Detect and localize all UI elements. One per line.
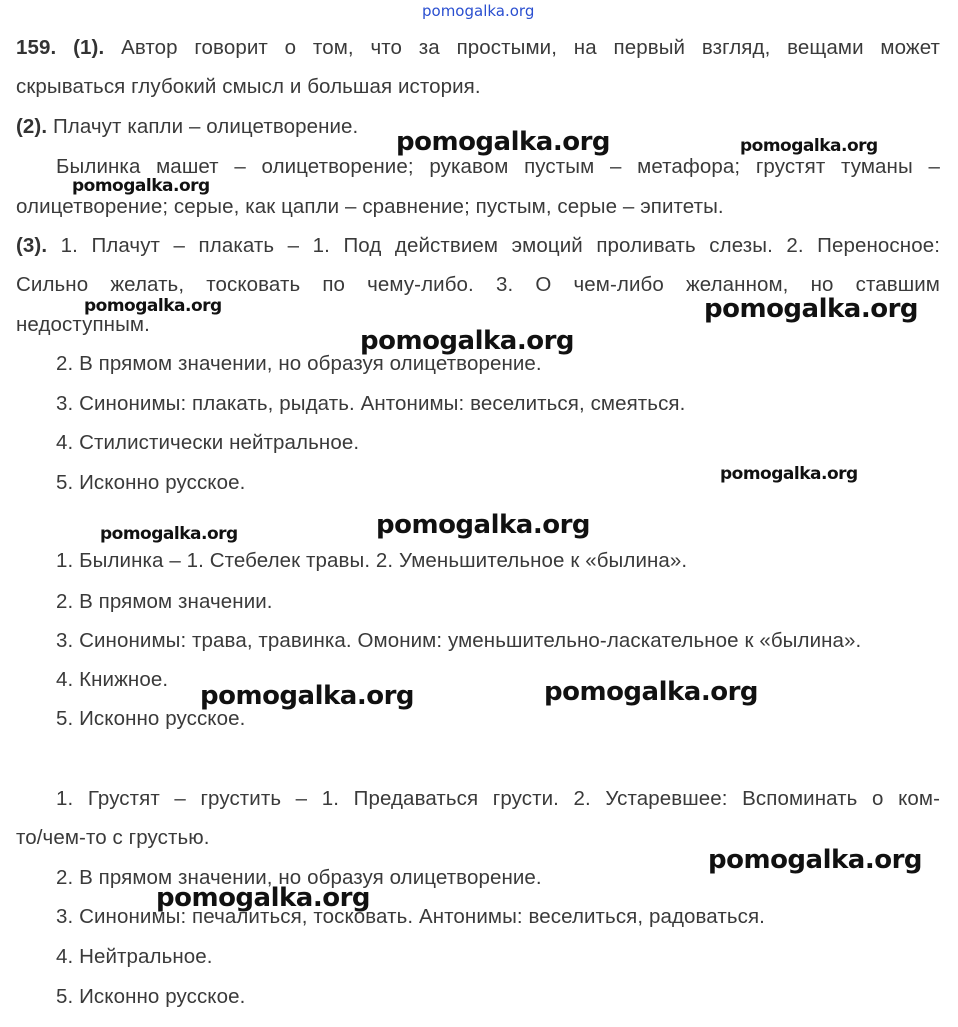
- list3-item: 4. Нейтральное.: [56, 945, 213, 968]
- para3-line2: Сильно желать, тосковать по чему-либо. 3. О чем-либо желанном, но ставшим: [16, 273, 940, 296]
- list2-item: 5. Исконно русское.: [56, 707, 246, 730]
- list2-item: 2. В прямом значении.: [56, 590, 273, 613]
- list3-item: 5. Исконно русское.: [56, 985, 246, 1008]
- para1-line2: скрываться глубокий смысл и большая история.: [16, 75, 481, 98]
- list2-item: 3. Синонимы: трава, травинка. Омоним: уменьшительно-ласкательное к «былина».: [56, 629, 862, 652]
- para1-line1: 159. (1). Автор говорит о том, что за простыми, на первый взгляд, вещами может: [16, 36, 941, 59]
- watermark: pomogalka.org: [200, 681, 415, 711]
- watermark: pomogalka.org: [100, 524, 238, 544]
- list2-item: 4. Книжное.: [56, 668, 169, 691]
- watermark: pomogalka.org: [708, 845, 923, 875]
- watermark: pomogalka.org: [72, 176, 210, 196]
- part-label-1: (1).: [73, 36, 105, 59]
- para3-line1: (3). 1. Плачут – плакать – 1. Под действием эмоций проливать слезы. 2. Переносное:: [16, 234, 941, 257]
- list2-item: 1. Былинка – 1. Стебелек травы. 2. Уменьшительное к «былина».: [56, 549, 688, 572]
- para3-line3: недоступным.: [16, 313, 150, 336]
- part-label-3: (3).: [16, 234, 48, 257]
- para2-line2: Былинка машет – олицетворение; рукавом пустым – метафора; грустят туманы –: [56, 155, 940, 178]
- watermark: pomogalka.org: [360, 326, 575, 356]
- list1-item: 2. В прямом значении, но образуя олицетворение.: [56, 352, 542, 375]
- para2-line1: (2). Плачут капли – олицетворение.: [16, 115, 359, 138]
- list3-line1: 1. Грустят – грустить – 1. Предаваться грусти. 2. Устаревшее: Вспоминать о ком-: [56, 787, 940, 810]
- watermark: pomogalka.org: [740, 136, 878, 156]
- list3-line2: то/чем-то с грустью.: [16, 826, 210, 849]
- watermark: pomogalka.org: [544, 677, 759, 707]
- watermark: pomogalka.org: [156, 883, 371, 913]
- watermark: pomogalka.org: [704, 294, 919, 324]
- list1-item: 4. Стилистически нейтральное.: [56, 431, 360, 454]
- watermark: pomogalka.org: [376, 510, 591, 540]
- list1-item: 5. Исконно русское.: [56, 471, 246, 494]
- part-label-2: (2).: [16, 115, 48, 138]
- list3-item: 3. Синонимы: печалиться, тосковать. Антонимы: веселиться, радоваться.: [56, 905, 765, 928]
- header-watermark[interactable]: pomogalka.org: [422, 2, 535, 20]
- exercise-number: 159.: [16, 36, 57, 59]
- watermark: pomogalka.org: [84, 296, 222, 316]
- list3-item: 2. В прямом значении, но образуя олицетворение.: [56, 866, 542, 889]
- para2-line3: олицетворение; серые, как цапли – сравнение; пустым, серые – эпитеты.: [16, 195, 724, 218]
- watermark: pomogalka.org: [720, 464, 858, 484]
- watermark: pomogalka.org: [396, 127, 611, 157]
- list1-item: 3. Синонимы: плакать, рыдать. Антонимы: веселиться, смеяться.: [56, 392, 686, 415]
